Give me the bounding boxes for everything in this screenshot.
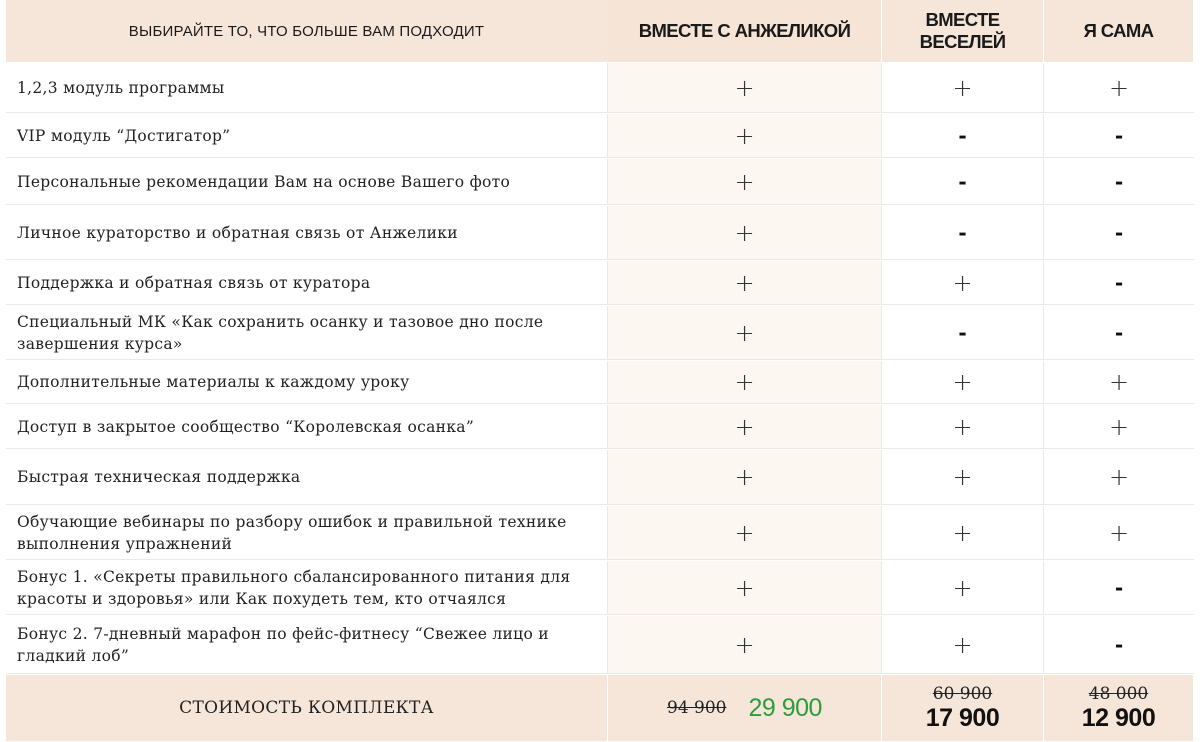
plan-cell-2: [882, 306, 1044, 360]
new-price: 12 900: [1081, 703, 1156, 732]
included-plus-icon: +: [734, 73, 755, 102]
plan-cell-2: [882, 561, 1044, 615]
table-row: [6, 159, 1194, 206]
included-plus-icon: +: [734, 463, 755, 491]
included-plus-icon: +: [952, 518, 973, 547]
included-plus-icon: +: [952, 463, 973, 491]
header-plan-together-label: ВМЕСТЕ ВЕСЕЛЕЙ: [919, 9, 1006, 52]
feature-label: VIP модуль “Достигатор”: [6, 114, 608, 158]
included-plus-icon: +: [734, 630, 755, 659]
plan-cell-1: [608, 159, 882, 205]
feature-label: Бонус 2. 7-дневный марафон по фейс-фитнесу “Свежее лицо и гладкий лоб”: [6, 616, 608, 674]
footer-price-plan3: [1044, 675, 1194, 741]
included-plus-icon: +: [734, 318, 755, 347]
pricing-comparison-table: [6, 0, 1194, 732]
included-plus-icon: +: [734, 167, 755, 196]
excluded-minus-icon: -: [1114, 575, 1124, 600]
table-body: [6, 63, 1194, 675]
header-features: ВЫБИРАЙТЕ ТО, ЧТО БОЛЬШЕ ВАМ ПОДХОДИТ: [6, 0, 608, 62]
feature-label: Специальный МК «Как сохранить осанку и тазовое дно после завершения курса»: [6, 306, 608, 360]
table-row: [6, 261, 1194, 306]
plan-cell-2: [882, 450, 1044, 505]
footer-price-plan2: [882, 675, 1044, 741]
plan-cell-2: [882, 261, 1044, 305]
plan-cell-2: [882, 506, 1044, 560]
feature-label: Дополнительные материалы к каждому уроку: [6, 361, 608, 404]
plan-cell-3: [1044, 63, 1194, 113]
feature-label: Бонус 1. «Секреты правильного сбалансированного питания для красоты и здоровья» или Как похудеть тем, кто отчаялся: [6, 561, 608, 615]
feature-label: Личное кураторство и обратная связь от Анжелики: [6, 206, 608, 260]
included-plus-icon: +: [734, 218, 755, 247]
feature-label: Обучающие вебинары по разбору ошибок и правильной технике выполнения упражнений: [6, 506, 608, 560]
plan-cell-3: [1044, 306, 1194, 360]
included-plus-icon: +: [952, 368, 973, 396]
plan-cell-1: [608, 450, 882, 505]
table-row: [6, 63, 1194, 114]
included-plus-icon: +: [734, 121, 755, 150]
table-header: [6, 0, 1194, 63]
plan-cell-2: [882, 616, 1044, 674]
table-row: [6, 114, 1194, 159]
old-price: 48 000: [1088, 683, 1149, 704]
excluded-minus-icon: -: [958, 123, 967, 148]
footer-label: СТОИМОСТЬ КОМПЛЕКТА: [6, 675, 608, 741]
included-plus-icon: +: [1108, 518, 1130, 547]
excluded-minus-icon: -: [958, 320, 967, 345]
included-plus-icon: +: [952, 412, 973, 441]
plan-cell-1: [608, 506, 882, 560]
included-plus-icon: +: [952, 268, 973, 297]
plan-cell-2: [882, 114, 1044, 158]
plan-cell-1: [608, 261, 882, 305]
included-plus-icon: +: [734, 412, 755, 441]
excluded-minus-icon: -: [1114, 123, 1124, 148]
included-plus-icon: +: [952, 630, 973, 659]
table-row: [6, 506, 1194, 561]
table-footer: [6, 675, 1194, 742]
table-row: [6, 306, 1194, 361]
excluded-minus-icon: -: [958, 220, 967, 245]
table-row: [6, 206, 1194, 261]
included-plus-icon: +: [1108, 463, 1130, 491]
plan-cell-3: [1044, 261, 1194, 305]
plan-cell-1: [608, 63, 882, 113]
plan-cell-1: [608, 361, 882, 404]
plan-cell-1: [608, 561, 882, 615]
plan-cell-1: [608, 616, 882, 674]
new-price: 17 900: [925, 703, 1000, 732]
plan-cell-3: [1044, 206, 1194, 260]
footer-price-plan1: [608, 675, 882, 741]
excluded-minus-icon: -: [1114, 320, 1124, 345]
plan-cell-2: [882, 405, 1044, 449]
plan-cell-2: [882, 361, 1044, 404]
excluded-minus-icon: -: [1114, 169, 1124, 194]
included-plus-icon: +: [952, 573, 973, 602]
old-price: 60 900: [932, 683, 993, 704]
plan-cell-2: [882, 159, 1044, 205]
table-row: [6, 361, 1194, 405]
table-row: [6, 561, 1194, 616]
excluded-minus-icon: -: [1114, 270, 1124, 295]
plan-cell-3: [1044, 616, 1194, 674]
included-plus-icon: +: [1108, 368, 1130, 396]
included-plus-icon: +: [734, 268, 755, 297]
plan-cell-1: [608, 206, 882, 260]
header-plan-together: [882, 0, 1044, 62]
table-row: [6, 450, 1194, 506]
plan-cell-3: [1044, 561, 1194, 615]
old-price: 94 900: [667, 698, 727, 718]
excluded-minus-icon: -: [1114, 220, 1124, 245]
included-plus-icon: +: [952, 73, 973, 102]
feature-label: Доступ в закрытое сообщество “Королевская осанка”: [6, 405, 608, 449]
included-plus-icon: +: [734, 573, 755, 602]
header-plan-with-anzhelika: ВМЕСТЕ С АНЖЕЛИКОЙ: [608, 0, 882, 62]
feature-label: Персональные рекомендации Вам на основе Вашего фото: [6, 159, 608, 205]
plan-cell-1: [608, 114, 882, 158]
plan-cell-3: [1044, 450, 1194, 505]
plan-cell-3: [1044, 114, 1194, 158]
feature-label: 1,2,3 модуль программы: [6, 63, 608, 113]
plan-cell-3: [1044, 405, 1194, 449]
excluded-minus-icon: -: [1114, 632, 1124, 657]
new-price: 29 900: [748, 693, 822, 722]
plan-cell-3: [1044, 506, 1194, 560]
included-plus-icon: +: [734, 368, 755, 396]
feature-label: Поддержка и обратная связь от куратора: [6, 261, 608, 305]
plan-cell-1: [608, 306, 882, 360]
table-row: [6, 405, 1194, 450]
header-plan-self: Я САМА: [1044, 0, 1194, 62]
included-plus-icon: +: [1108, 73, 1130, 102]
feature-label: Быстрая техническая поддержка: [6, 450, 608, 505]
plan-cell-2: [882, 63, 1044, 113]
included-plus-icon: +: [1108, 412, 1130, 441]
excluded-minus-icon: -: [958, 169, 967, 194]
plan-cell-1: [608, 405, 882, 449]
plan-cell-3: [1044, 159, 1194, 205]
plan-cell-2: [882, 206, 1044, 260]
included-plus-icon: +: [734, 518, 755, 547]
table-row: [6, 616, 1194, 675]
plan-cell-3: [1044, 361, 1194, 404]
